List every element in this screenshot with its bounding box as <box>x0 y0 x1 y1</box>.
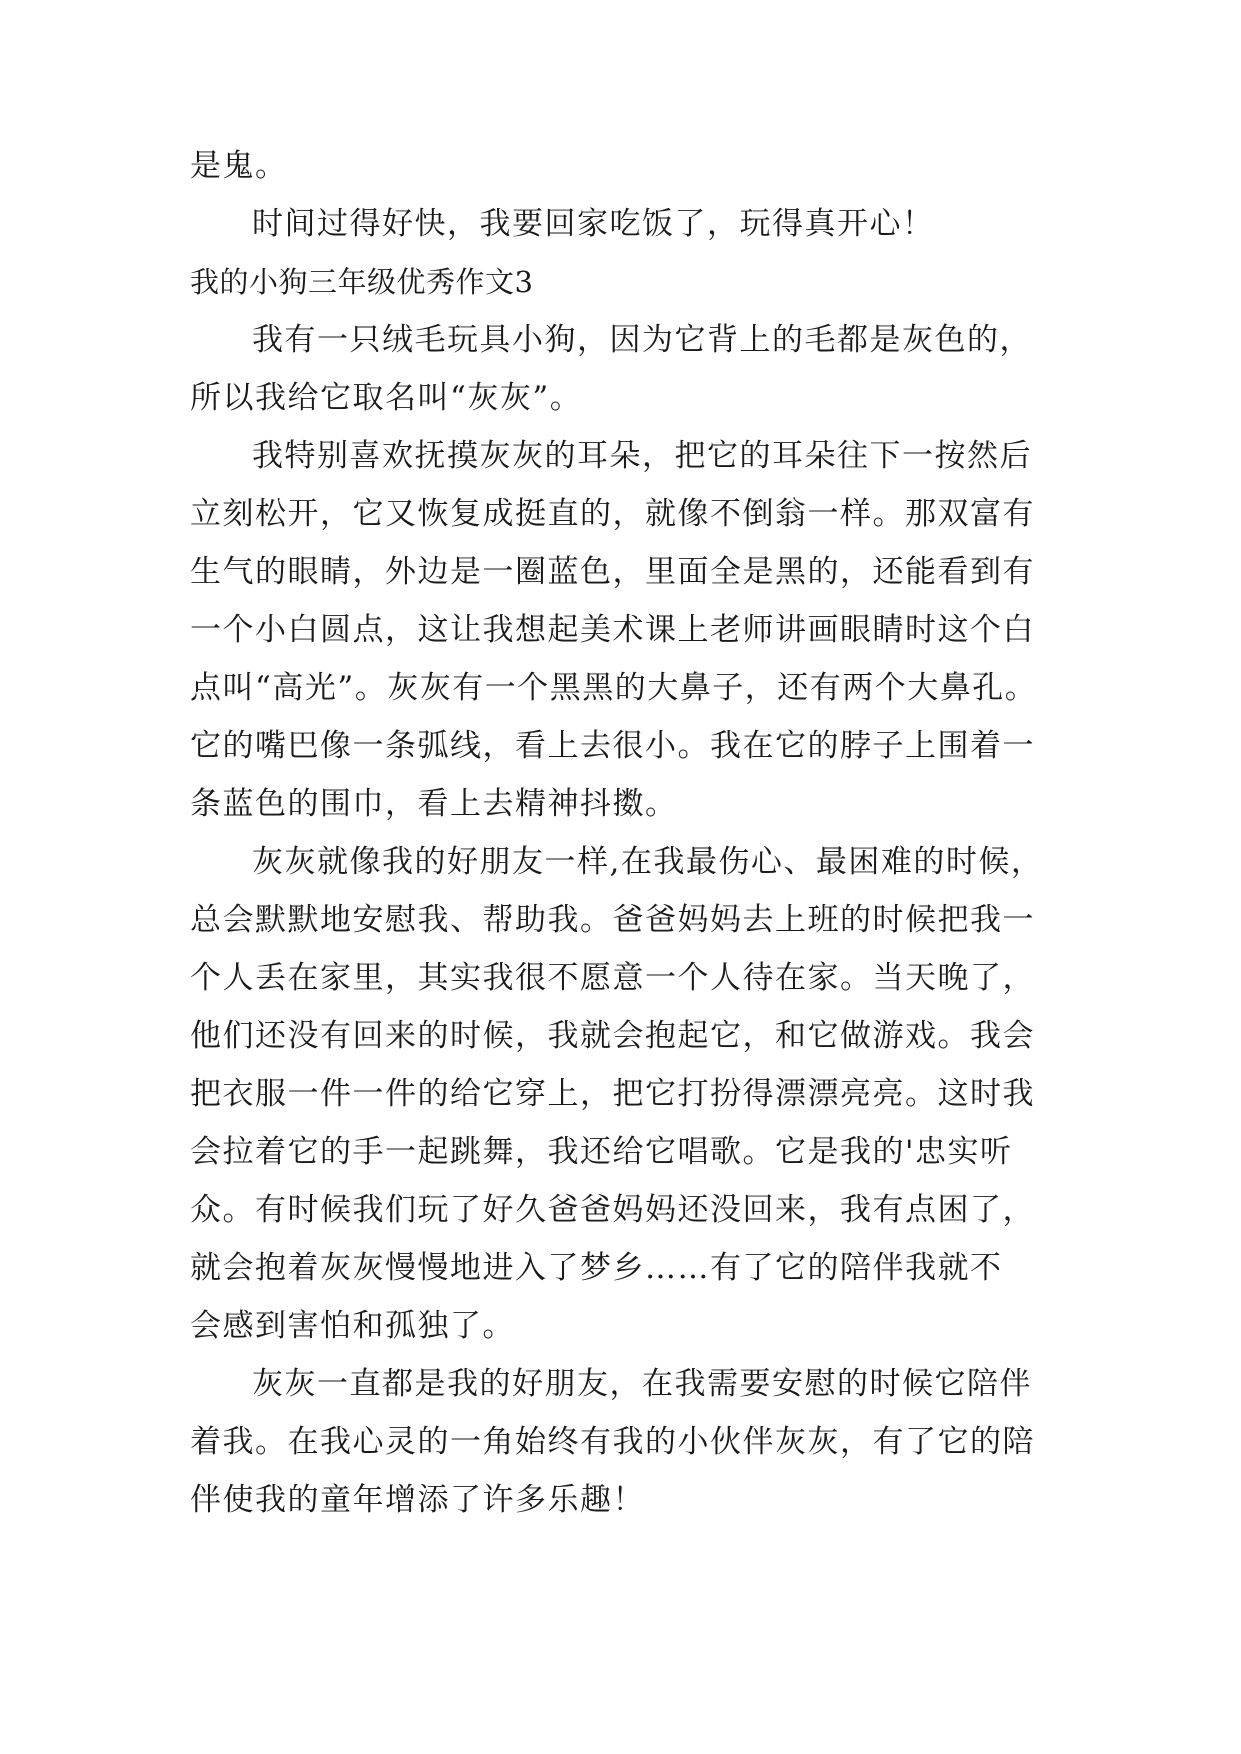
text-line: 生气的眼睛，外边是一圈蓝色，里面全是黑的，还能看到有 <box>190 554 1035 590</box>
paragraph-line: 我有一只绒毛玩具小狗，因为它背上的毛都是灰色的， <box>252 322 1032 358</box>
text-line: 伴使我的童年增添了许多乐趣！ <box>190 1482 645 1518</box>
text-line: 它的嘴巴像一条弧线，看上去很小。我在它的脖子上围着一 <box>190 728 1035 764</box>
text-line: 点叫“高光”。灰灰有一个黑黑的大鼻子，还有两个大鼻孔。 <box>190 670 1038 706</box>
text-line: 一个小白圆点，这让我想起美术课上老师讲画眼睛时这个白 <box>190 612 1035 648</box>
text-line: 条蓝色的围巾，看上去精神抖擞。 <box>190 786 678 822</box>
text-line: 众。有时候我们玩了好久爸爸妈妈还没回来，我有点困了， <box>190 1192 1035 1228</box>
essay-title: 我的小狗三年级优秀作文3 <box>190 265 534 299</box>
paragraph-line: 灰灰一直都是我的好朋友，在我需要安慰的时候它陪伴 <box>252 1366 1032 1402</box>
text-line: 会拉着它的手一起跳舞，我还给它唱歌。它是我的'忠实听 <box>190 1134 1013 1170</box>
paragraph-line: 灰灰就像我的好朋友一样,在我最伤心、最困难的时候， <box>252 844 1044 880</box>
text-line: 着我。在我心灵的一角始终有我的小伙伴灰灰，有了它的陪 <box>190 1424 1035 1460</box>
text-line: 他们还没有回来的时候，我就会抱起它，和它做游戏。我会 <box>190 1018 1035 1054</box>
text-line: 是鬼。 <box>190 148 288 184</box>
text-line: 个人丢在家里，其实我很不愿意一个人待在家。当天晚了， <box>190 960 1035 996</box>
text-line: 就会抱着灰灰慢慢地进入了梦乡……有了它的陪伴我就不 <box>190 1250 1003 1286</box>
paragraph-line: 我特别喜欢抚摸灰灰的耳朵，把它的耳朵往下一按然后 <box>252 438 1032 474</box>
text-line: 所以我给它取名叫“灰灰”。 <box>190 380 583 416</box>
text-line: 总会默默地安慰我、帮助我。爸爸妈妈去上班的时候把我一 <box>190 902 1035 938</box>
paragraph-line: 时间过得好快，我要回家吃饭了，玩得真开心！ <box>252 206 935 242</box>
text-line: 立刻松开，它又恢复成挺直的，就像不倒翁一样。那双富有 <box>190 496 1035 532</box>
text-line: 会感到害怕和孤独了。 <box>190 1308 515 1344</box>
text-line: 把衣服一件一件的给它穿上，把它打扮得漂漂亮亮。这时我 <box>190 1076 1035 1112</box>
